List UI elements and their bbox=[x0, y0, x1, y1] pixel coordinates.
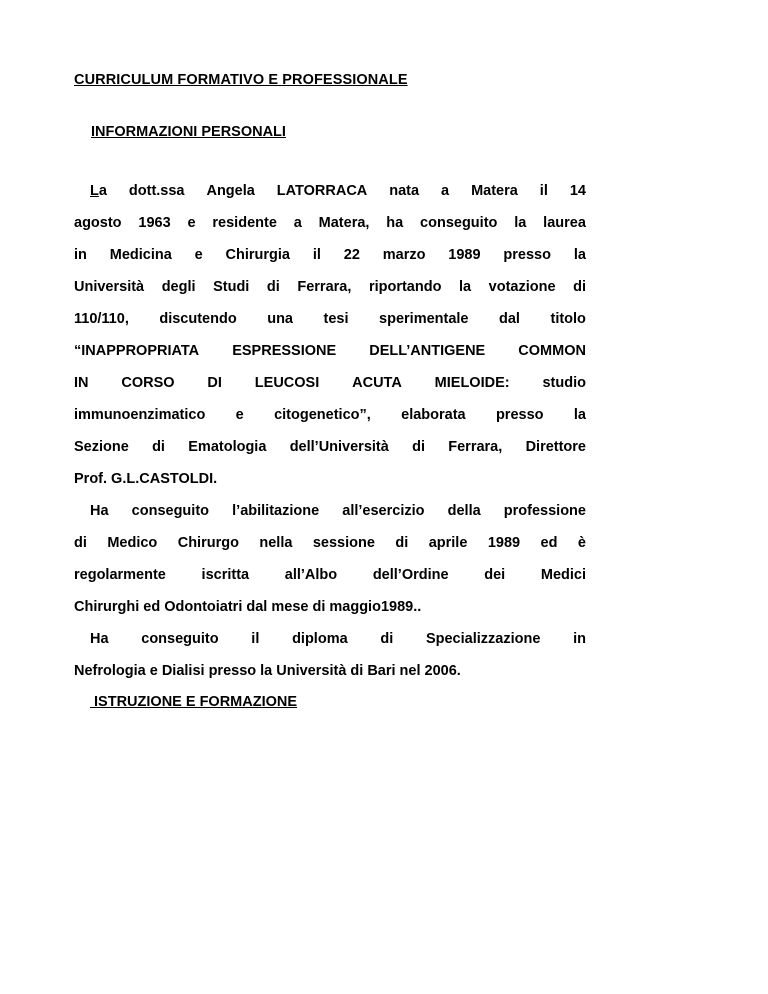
word: titolo bbox=[550, 311, 586, 327]
word: La bbox=[90, 183, 107, 199]
word: Matera bbox=[471, 183, 518, 199]
word: Sezione bbox=[74, 439, 129, 455]
word: di bbox=[266, 279, 280, 295]
word: regolarmente bbox=[74, 567, 166, 583]
paragraph-line bbox=[74, 375, 586, 391]
paragraph-line bbox=[74, 567, 586, 583]
word: LEUCOSI bbox=[254, 375, 320, 391]
word: il bbox=[539, 183, 548, 199]
word: in bbox=[74, 247, 87, 263]
word: dal bbox=[499, 311, 520, 327]
word: 22 bbox=[343, 247, 360, 263]
word: elaborata bbox=[401, 407, 466, 423]
word: dott.ssa bbox=[128, 183, 185, 199]
word: presso bbox=[495, 407, 544, 423]
section-heading-education: ISTRUZIONE E FORMAZIONE bbox=[90, 694, 298, 710]
drop-letter: L bbox=[90, 183, 99, 199]
word: 14 bbox=[569, 183, 586, 199]
word: Specializzazione bbox=[425, 631, 541, 647]
word: Medico bbox=[107, 535, 158, 551]
word: Università bbox=[74, 279, 145, 295]
paragraph-line bbox=[74, 215, 586, 231]
word: a bbox=[293, 215, 302, 231]
word: di bbox=[380, 631, 394, 647]
word: il bbox=[312, 247, 321, 263]
section-heading-personal-info: INFORMAZIONI PERSONALI bbox=[91, 124, 286, 140]
word: DI bbox=[207, 375, 222, 391]
word: della bbox=[447, 503, 481, 519]
word: studio bbox=[542, 375, 586, 391]
paragraph-line: Prof. G.L.CASTOLDI. bbox=[74, 471, 218, 487]
word: laurea bbox=[543, 215, 586, 231]
paragraph-line bbox=[74, 343, 586, 359]
word: l’abilitazione bbox=[232, 503, 320, 519]
word: Medicina bbox=[109, 247, 172, 263]
word: di bbox=[152, 439, 165, 455]
document-title: CURRICULUM FORMATIVO E PROFESSIONALE bbox=[74, 72, 408, 88]
word: DELL’ANTIGENE bbox=[369, 343, 486, 359]
word: all’esercizio bbox=[342, 503, 425, 519]
word: di bbox=[395, 535, 409, 551]
paragraph-line: Nefrologia e Dialisi presso la Università di Bari nel 2006. bbox=[74, 663, 461, 679]
word: MIELOIDE: bbox=[434, 375, 510, 391]
word: sessione bbox=[312, 535, 375, 551]
word: la bbox=[514, 215, 527, 231]
word: 110/110, bbox=[74, 311, 129, 327]
word: citogenetico”, bbox=[274, 407, 371, 423]
word: votazione bbox=[488, 279, 556, 295]
word: diploma bbox=[292, 631, 348, 647]
word: conseguito bbox=[131, 503, 210, 519]
word: dell’Ordine bbox=[372, 567, 449, 583]
word: di bbox=[573, 279, 586, 295]
word: il bbox=[251, 631, 260, 647]
word: Medici bbox=[540, 567, 586, 583]
word: professione bbox=[503, 503, 586, 519]
paragraph-line bbox=[74, 535, 586, 551]
word: aprile bbox=[428, 535, 468, 551]
word: Ferrara, bbox=[448, 439, 503, 455]
word: la bbox=[459, 279, 472, 295]
word: Ferrara, bbox=[297, 279, 352, 295]
word: degli bbox=[161, 279, 196, 295]
word: una bbox=[267, 311, 293, 327]
word: di bbox=[74, 535, 87, 551]
word: Direttore bbox=[525, 439, 586, 455]
word: ed bbox=[540, 535, 558, 551]
paragraph-line bbox=[74, 407, 586, 423]
word: sperimentale bbox=[379, 311, 469, 327]
word: nata bbox=[389, 183, 420, 199]
word: LATORRACA bbox=[276, 183, 368, 199]
word: CORSO bbox=[121, 375, 175, 391]
word: riportando bbox=[368, 279, 442, 295]
word: ha bbox=[386, 215, 404, 231]
word: a bbox=[441, 183, 450, 199]
word: 1989 bbox=[487, 535, 521, 551]
word: dell’Università bbox=[289, 439, 389, 455]
word: Matera, bbox=[318, 215, 370, 231]
paragraph-line bbox=[74, 247, 586, 263]
word: agosto bbox=[74, 215, 122, 231]
word: residente bbox=[212, 215, 277, 231]
word: Ha bbox=[90, 631, 109, 647]
word: conseguito bbox=[420, 215, 498, 231]
word: all’Albo bbox=[284, 567, 338, 583]
word: 1989 bbox=[448, 247, 481, 263]
word: è bbox=[577, 535, 586, 551]
word: COMMON bbox=[518, 343, 586, 359]
word: tesi bbox=[323, 311, 349, 327]
word: ESPRESSIONE bbox=[232, 343, 337, 359]
word: iscritta bbox=[201, 567, 250, 583]
word: immunoenzimatico bbox=[74, 407, 206, 423]
word: “INAPPROPRIATA bbox=[74, 343, 200, 359]
word: Chirurgia bbox=[225, 247, 290, 263]
word: Angela bbox=[206, 183, 255, 199]
word: Ha bbox=[90, 503, 109, 519]
word: presso bbox=[503, 247, 551, 263]
word: IN bbox=[74, 375, 89, 391]
word: nella bbox=[259, 535, 293, 551]
word: in bbox=[573, 631, 586, 647]
paragraph-line bbox=[74, 311, 586, 327]
word: Chirurgo bbox=[177, 535, 239, 551]
word: e bbox=[235, 407, 244, 423]
word: di bbox=[412, 439, 425, 455]
word: 1963 bbox=[138, 215, 171, 231]
word: la bbox=[573, 247, 586, 263]
paragraph-line: Chirurghi ed Odontoiatri dal mese di maggio1989.. bbox=[74, 599, 422, 615]
paragraph-line bbox=[74, 439, 586, 455]
word: conseguito bbox=[141, 631, 219, 647]
paragraph-line bbox=[90, 631, 586, 647]
word: discutendo bbox=[159, 311, 237, 327]
word: marzo bbox=[382, 247, 426, 263]
paragraph-line bbox=[90, 183, 586, 199]
word: Studi bbox=[213, 279, 250, 295]
word: ACUTA bbox=[352, 375, 402, 391]
paragraph-line bbox=[74, 279, 586, 295]
word: e bbox=[194, 247, 203, 263]
word: e bbox=[187, 215, 196, 231]
word: la bbox=[573, 407, 586, 423]
word: dei bbox=[484, 567, 506, 583]
paragraph-line bbox=[90, 503, 586, 519]
word: Ematologia bbox=[188, 439, 267, 455]
